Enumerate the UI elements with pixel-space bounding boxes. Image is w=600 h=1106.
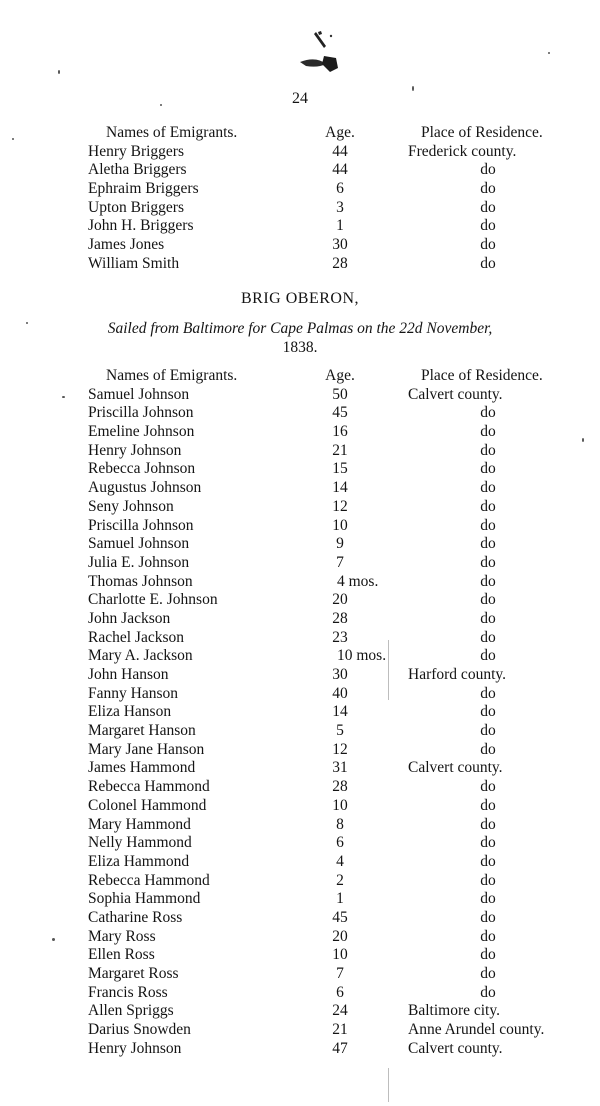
column-header-residence: Place of Residence. [421,367,543,384]
emigrant-name: Rachel Jackson [88,628,184,646]
emigrant-row [0,946,600,965]
emigrant-residence: do [480,441,496,459]
emigrant-row [0,180,600,199]
emigrant-residence: Calvert county. [408,385,503,403]
page-number: 24 [292,90,308,107]
emigrant-row [0,685,600,704]
emigrant-age: 30 [332,666,348,683]
paper-speck [62,396,65,398]
emigrant-residence: do [480,460,496,478]
emigrant-residence: do [480,740,496,758]
emigrant-row [0,666,600,685]
emigrant-age: 1 [336,890,344,908]
emigrant-residence: do [480,852,496,870]
paper-speck [582,438,584,442]
emigrant-age: 15 [332,460,348,478]
emigrant-row [0,610,600,629]
emigrant-age: 20 [332,927,348,945]
emigrant-age: 16 [332,423,348,441]
emigrant-row [0,703,600,722]
emigrant-residence: do [480,890,496,908]
emigrant-name: Aletha Briggers [88,161,187,179]
emigrant-row [0,909,600,928]
emigrant-residence: do [480,628,496,646]
emigrant-name: John Jackson [88,609,171,627]
emigrant-residence: do [480,815,496,833]
column-header-row [0,367,600,386]
emigrant-residence: do [480,236,496,254]
emigrant-residence: do [480,871,496,889]
emigrant-age: 30 [332,236,348,254]
emigrant-name: Fanny Hanson [88,684,178,702]
emigrant-name: Henry Briggers [88,142,184,160]
emigrant-name: Augustus Johnson [88,479,202,497]
emigrant-residence: do [480,983,496,1001]
emigrant-residence: do [480,647,496,665]
emigrant-age: 45 [332,404,348,422]
emigrant-age: 21 [332,1021,348,1039]
emigrant-name: Sophia Hammond [88,890,201,908]
emigrant-residence: Frederick county. [408,142,517,160]
emigrant-row [0,217,600,236]
emigrant-residence: do [480,572,496,590]
emigrant-name: Darius Snowden [88,1021,191,1039]
emigrant-row [0,1021,600,1040]
emigrant-residence: do [480,946,496,964]
emigrant-age: 10 mos. [337,647,387,665]
emigrant-age: 6 [336,834,344,852]
emigrant-age: 6 [336,983,344,1001]
emigrant-name: Margaret Ross [88,965,179,982]
emigrant-age: 50 [332,385,348,403]
emigrant-row [0,573,600,592]
ship-title: BRIG OBERON, [240,290,359,307]
emigrant-residence: do [480,404,496,422]
emigrant-row [0,498,600,517]
paper-speck [58,70,60,74]
emigrant-age: 12 [332,497,348,515]
emigrant-row [0,872,600,891]
emigrant-residence: do [480,180,496,198]
paper-speck [12,138,14,140]
emigrant-age: 4 [336,852,344,870]
emigrant-name: Seny Johnson [88,497,174,515]
emigrant-row [0,161,600,180]
emigrant-age: 14 [332,703,348,721]
emigrant-row [0,255,600,274]
emigrant-age: 12 [332,740,348,758]
emigrant-name: James Jones [88,236,165,254]
top-emigrant-list [0,124,600,274]
emigrant-age: 5 [336,722,344,740]
emigrant-age: 44 [332,161,348,179]
printer-ornament-icon [296,28,344,74]
emigrant-age: 7 [336,553,344,571]
emigrant-row [0,1002,600,1021]
emigrant-residence: do [480,254,496,272]
emigrant-row [0,778,600,797]
paper-speck [412,86,414,91]
emigrant-row [0,853,600,872]
emigrant-row [0,423,600,442]
emigrant-residence: do [480,609,496,627]
emigrant-row [0,199,600,218]
emigrant-residence: do [480,591,496,609]
column-rule [388,1068,389,1102]
emigrant-residence: do [480,965,496,982]
emigrant-residence: do [480,796,496,814]
emigrant-name: Julia E. Johnson [88,553,190,571]
emigrant-age: 6 [336,180,344,198]
emigrant-residence: Anne Arundel county. [408,1021,545,1039]
paper-speck [548,52,550,54]
emigrant-residence: do [480,722,496,740]
emigrant-name: Francis Ross [88,983,168,1001]
emigrant-name: John Hanson [88,666,169,683]
emigrant-row [0,890,600,909]
emigrant-age: 10 [332,516,348,534]
emigrant-name: Henry Johnson [88,1039,182,1057]
emigrant-name: John H. Briggers [88,217,194,235]
emigrant-age: 7 [336,965,344,982]
emigrant-row [0,236,600,255]
emigrant-name: Priscilla Johnson [88,516,194,534]
emigrant-row [0,722,600,741]
emigrant-age: 45 [332,908,348,926]
emigrant-age: 14 [332,479,348,497]
column-header-name: Names of Emigrants. [106,124,238,141]
emigrant-age: 23 [332,628,348,646]
emigrant-row [0,741,600,760]
emigrant-row [0,629,600,648]
column-header-name: Names of Emigrants. [106,367,238,384]
emigrant-residence: do [480,516,496,534]
column-header-age: Age. [325,124,355,141]
emigrant-age: 28 [332,254,348,272]
column-header-residence: Place of Residence. [421,124,543,141]
emigrant-name: Nelly Hammond [88,834,192,852]
paper-speck [52,938,55,941]
oberon-emigrant-list [0,367,600,1058]
emigrant-residence: do [480,497,496,515]
emigrant-age: 44 [332,142,348,160]
emigrant-name: Eliza Hanson [88,703,172,721]
column-rule [388,640,389,700]
emigrant-row [0,460,600,479]
emigrant-row [0,1040,600,1059]
emigrant-age: 4 mos. [337,572,379,590]
emigrant-row [0,554,600,573]
column-header-age: Age. [325,367,355,384]
emigrant-residence: do [480,778,496,796]
emigrant-name: Ellen Ross [88,946,155,964]
emigrant-name: Mary A. Jackson [88,647,193,665]
emigrant-row [0,816,600,835]
emigrant-row [0,834,600,853]
emigrant-name: Upton Briggers [88,198,185,216]
emigrant-age: 28 [332,609,348,627]
emigrant-row [0,517,600,536]
emigrant-age: 10 [332,946,348,964]
emigrant-age: 9 [336,535,344,553]
emigrant-age: 1 [336,217,344,235]
emigrant-residence: do [480,479,496,497]
emigrant-residence: do [480,161,496,179]
emigrant-name: Emeline Johnson [88,423,195,441]
emigrant-age: 20 [332,591,348,609]
emigrant-residence: do [480,198,496,216]
emigrant-name: Eliza Hammond [88,852,190,870]
emigrant-residence: Calvert county. [408,1039,503,1057]
emigrant-age: 31 [332,759,348,777]
emigrant-age: 2 [336,871,344,889]
emigrant-row [0,928,600,947]
emigrant-name: Mary Ross [88,927,156,945]
emigrant-name: Henry Johnson [88,441,182,459]
emigrant-row [0,965,600,984]
emigrant-residence: do [480,908,496,926]
emigrant-age: 10 [332,796,348,814]
emigrant-name: William Smith [88,254,180,272]
emigrant-age: 24 [332,1002,348,1020]
emigrant-residence: do [480,423,496,441]
emigrant-name: Allen Spriggs [88,1002,174,1020]
emigrant-row [0,386,600,405]
emigrant-age: 47 [332,1039,348,1057]
emigrant-residence: do [480,217,496,235]
emigrant-name: Margaret Hanson [88,722,196,740]
emigrant-row [0,442,600,461]
emigrant-name: Rebecca Hammond [88,778,210,796]
voyage-note: Sailed from Baltimore for Cape Palmas on the 22d November, [107,320,493,337]
emigrant-residence: do [480,703,496,721]
emigrant-name: Priscilla Johnson [88,404,194,422]
emigrant-row [0,984,600,1003]
emigrant-age: 40 [332,684,348,702]
emigrant-age: 8 [336,815,344,833]
emigrant-residence: do [480,927,496,945]
paper-speck [160,104,162,106]
emigrant-name: Samuel Johnson [88,535,190,553]
emigrant-row [0,759,600,778]
emigrant-row [0,535,600,554]
emigrant-row [0,797,600,816]
emigrant-row [0,647,600,666]
paper-speck [26,322,28,324]
emigrant-age: 21 [332,441,348,459]
emigrant-name: James Hammond [88,759,196,777]
emigrant-residence: Harford county. [408,666,506,683]
emigrant-row [0,143,600,162]
emigrant-row [0,479,600,498]
emigrant-residence: Calvert county. [408,759,503,777]
emigrant-name: Thomas Johnson [88,572,193,590]
emigrant-name: Colonel Hammond [88,796,207,814]
emigrant-name: Samuel Johnson [88,385,190,403]
emigrant-name: Ephraim Briggers [88,180,199,198]
emigrant-residence: do [480,684,496,702]
column-header-row [0,124,600,143]
emigrant-name: Mary Hammond [88,815,191,833]
emigrant-row [0,591,600,610]
emigrant-age: 3 [336,198,344,216]
emigrant-residence: do [480,553,496,571]
emigrant-name: Mary Jane Hanson [88,740,205,758]
emigrant-name: Rebecca Johnson [88,460,196,478]
emigrant-name: Catharine Ross [88,908,183,926]
emigrant-age: 28 [332,778,348,796]
voyage-year: 1838. [282,339,318,356]
emigrant-row [0,404,600,423]
emigrant-residence: do [480,834,496,852]
emigrant-residence: Baltimore city. [408,1002,500,1020]
emigrant-name: Rebecca Hammond [88,871,210,889]
emigrant-residence: do [480,535,496,553]
emigrant-name: Charlotte E. Johnson [88,591,218,609]
